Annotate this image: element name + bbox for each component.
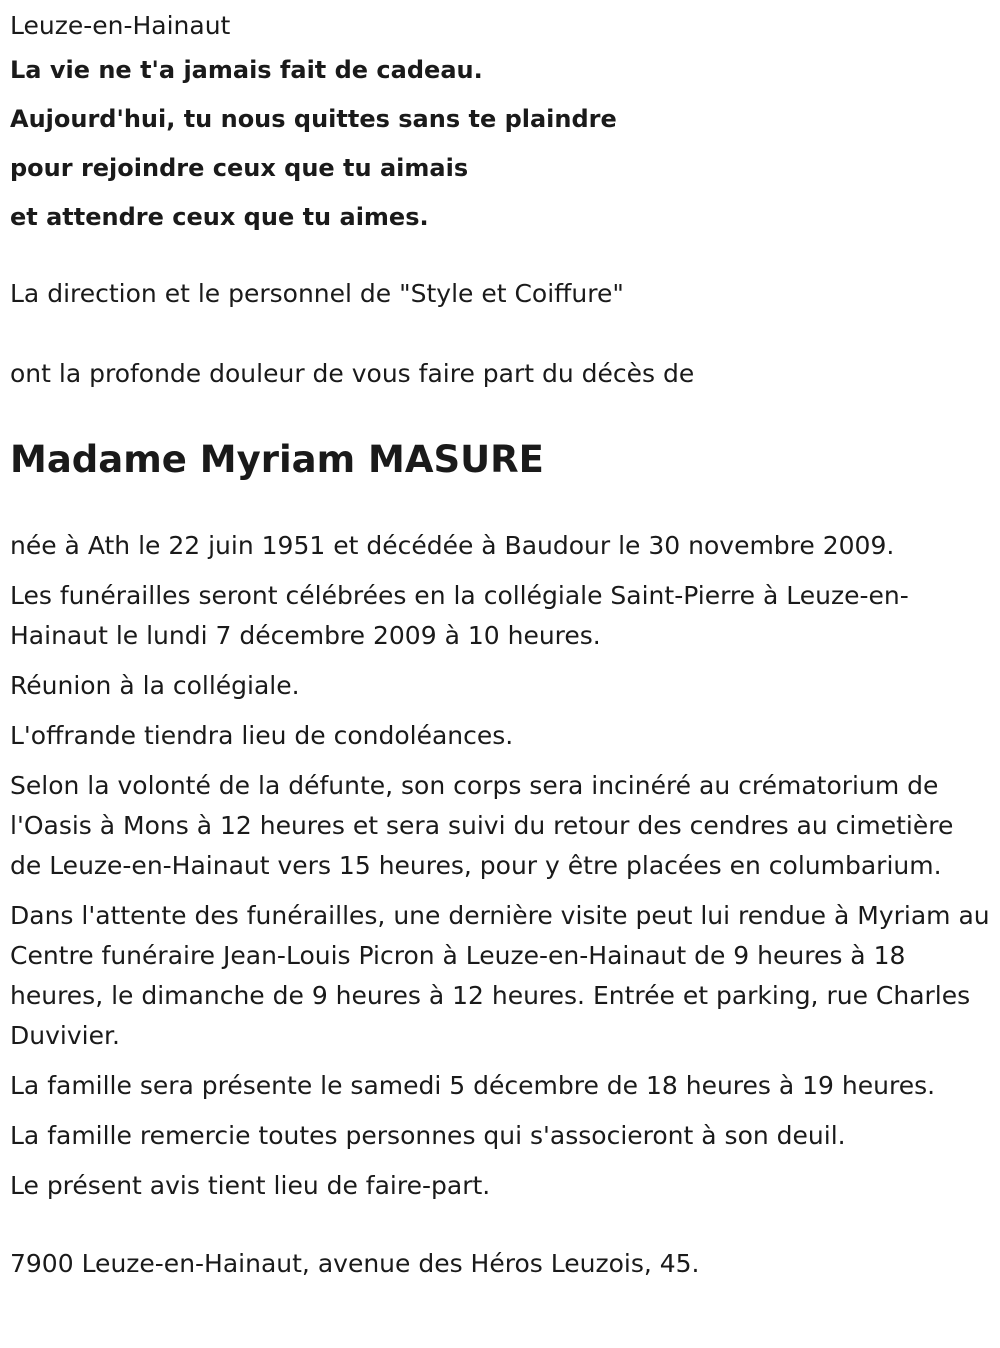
details-block	[10, 526, 990, 1206]
poem-line: pour rejoindre ceux que tu aimais	[10, 154, 469, 182]
family-presence-paragraph: La famille sera présente le samedi 5 décembre de 18 heures à 19 heures.	[10, 1071, 936, 1100]
deceased-name: Madame Myriam MASURE	[10, 438, 544, 481]
announcer-line: La direction et le personnel de "Style et Coiffure"	[10, 279, 624, 308]
poem-line: La vie ne t'a jamais fait de cadeau.	[10, 56, 483, 84]
poem-line: et attendre ceux que tu aimes.	[10, 203, 429, 231]
obituary-page	[0, 6, 1000, 1348]
cremation-paragraph: Selon la volonté de la défunte, son corps sera incinéré au crématorium de l'Oasis à Mons à 12 heures et sera suivi du retour des cendres au cimetière de Leuze-en-Hainaut vers 15 heures, pour y être placées en columbarium.	[10, 771, 954, 880]
poem-block	[10, 46, 990, 242]
announcement-line: ont la profonde douleur de vous faire part du décès de	[10, 359, 695, 388]
thanks-paragraph: La famille remercie toutes personnes qui s'associeront à son deuil.	[10, 1121, 846, 1150]
meeting-paragraph: Réunion à la collégiale.	[10, 671, 300, 700]
address-line: 7900 Leuze-en-Hainaut, avenue des Héros Leuzois, 45.	[10, 1249, 700, 1278]
location-heading: Leuze-en-Hainaut	[10, 11, 231, 40]
notice-paragraph: Le présent avis tient lieu de faire-part.	[10, 1171, 491, 1200]
visit-paragraph: Dans l'attente des funérailles, une dernière visite peut lui rendue à Myriam au Centre funéraire Jean-Louis Picron à Leuze-en-Hainaut de 9 heures à 18 heures, le dimanche de 9 heures à 12 heures. Entrée et parking, rue Charles Duvivier.	[10, 901, 990, 1050]
offering-paragraph: L'offrande tiendra lieu de condoléances.	[10, 721, 514, 750]
birth-death-paragraph: née à Ath le 22 juin 1951 et décédée à Baudour le 30 novembre 2009.	[10, 531, 895, 560]
poem-line: Aujourd'hui, tu nous quittes sans te plaindre	[10, 105, 617, 133]
funeral-paragraph: Les funérailles seront célébrées en la collégiale Saint-Pierre à Leuze-en-Hainaut le lundi 7 décembre 2009 à 10 heures.	[10, 581, 909, 650]
